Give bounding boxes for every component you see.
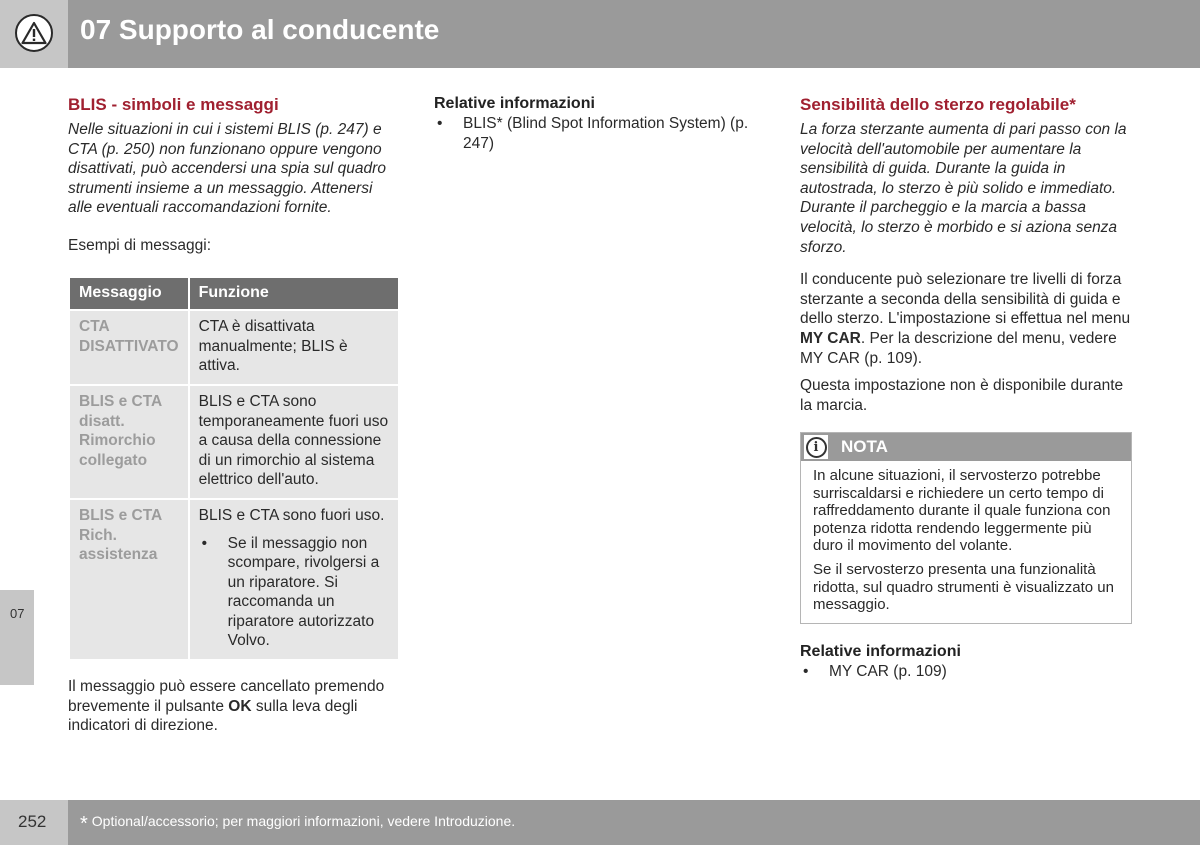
blis-intro: Nelle situazioni in cui i sistemi BLIS (p. 247) e CTA (p. 250) non funzionano oppure vengono disattivati, può accendersi una spia sul quadro strumenti insieme a un messaggio. Attenersi alle eventuali raccomandazioni fornite. xyxy=(68,121,386,217)
page-number: 252 xyxy=(18,812,47,831)
function-bullets xyxy=(199,534,389,652)
chapter-tab-label: 07 xyxy=(10,606,25,621)
related-title-steering: Relative informazioni xyxy=(800,642,961,660)
note-paragraph-2: Se il servosterzo presenta una funzionalità ridotta, sul quadro strumenti è visualizzato un messaggio. xyxy=(813,561,1114,614)
message-code: BLIS e CTA Rich. assistenza xyxy=(69,499,189,660)
column-blis xyxy=(68,94,400,736)
column-related xyxy=(434,94,766,153)
steering-intro: La forza sterzante aumenta di pari passo con la velocità dell'automobile per aumentare la sensibilità di guida. Durante la guida in autostrada, lo sterzo è più solido e immediato. Durante il parcheggio e la marcia a bassa velocità, lo sterzo è morbido e si aziona senza sforzo. xyxy=(800,121,1127,256)
section-title-steering: Sensibilità dello sterzo regolabile* xyxy=(800,95,1076,114)
related-list xyxy=(434,114,766,153)
warning-triangle-icon xyxy=(15,14,53,52)
message-function: BLIS e CTA sono temporaneamente fuori uso a causa della connessione di un rimorchio al sistema elettrico dell'auto. xyxy=(189,385,399,499)
table-row xyxy=(69,499,399,660)
note-title: NOTA xyxy=(841,437,888,457)
footer-note-text: Optional/accessorio; per maggiori informazioni, vedere Introduzione. xyxy=(91,813,516,829)
p1-text-end: . Per la descrizione del menu, vedere MY CAR (p. 109). xyxy=(800,329,1117,367)
message-code: CTA DISATTIVATO xyxy=(69,310,189,385)
ok-button-label: OK xyxy=(228,697,252,715)
footer-note xyxy=(80,813,515,836)
page-header xyxy=(0,0,1200,68)
header-message: Messaggio xyxy=(69,277,189,311)
steering-paragraph-1 xyxy=(800,270,1132,368)
section-title-blis: BLIS - simboli e messaggi xyxy=(68,95,279,114)
steering-paragraph-2: Questa impostazione non è disponibile durante la marcia. xyxy=(800,377,1124,414)
footer-page-box xyxy=(0,800,68,845)
message-function: CTA è disattivata manualmente; BLIS è attiva. xyxy=(189,310,399,385)
related-link-my-car[interactable]: • MY CAR (p. 109) xyxy=(800,662,1132,682)
examples-label: Esempi di messaggi: xyxy=(68,236,212,254)
note-paragraph-1: In alcune situazioni, il servosterzo potrebbe surriscaldarsi e richiedere un certo tempo di raffreddamento durante il quale funziona con potenza ridotta rendendo leggermente più duro il movimento del volante. xyxy=(813,467,1111,554)
closing-text-end: sulla leva degli indicatori di direzione. xyxy=(68,697,358,735)
p1-text: Il conducente può selezionare tre livelli di forza sterzante a seconda della sensibilità di guida e dello sterzo. L'impostazione si effettua nel menu xyxy=(800,271,1131,328)
closing-text: Il messaggio può essere cancellato premendo brevemente il pulsante xyxy=(68,678,385,715)
message-code: BLIS e CTA disatt. Rimorchio collegato xyxy=(69,385,189,499)
note-body xyxy=(801,461,1131,622)
note-header xyxy=(801,433,1131,461)
table-row xyxy=(69,385,399,499)
function-bullet: • Se il messaggio non scompare, rivolgersi a un riparatore. Si raccomanda un riparatore autorizzato Volvo. xyxy=(199,534,389,652)
message-function-text: BLIS e CTA sono fuori uso. xyxy=(198,506,385,524)
related-title: Relative informazioni xyxy=(434,95,595,112)
message-function xyxy=(189,499,399,660)
asterisk-icon: * xyxy=(80,813,88,835)
info-icon: i xyxy=(804,435,828,459)
note-box xyxy=(800,432,1132,623)
table-header-row xyxy=(69,277,399,311)
chapter-tab xyxy=(0,590,34,685)
header-icon-box xyxy=(0,0,68,68)
column-steering xyxy=(800,94,1132,681)
related-link-blis[interactable]: • BLIS* (Blind Spot Information System) (p. 247) xyxy=(434,114,766,153)
header-function: Funzione xyxy=(189,277,399,311)
my-car-label: MY CAR xyxy=(800,329,861,347)
table-row xyxy=(69,310,399,385)
messages-table xyxy=(68,276,400,662)
closing-paragraph xyxy=(68,677,400,736)
footer-bar xyxy=(68,800,1200,845)
related-list-steering xyxy=(800,662,1132,682)
chapter-title: 07 Supporto al conducente xyxy=(80,14,440,45)
